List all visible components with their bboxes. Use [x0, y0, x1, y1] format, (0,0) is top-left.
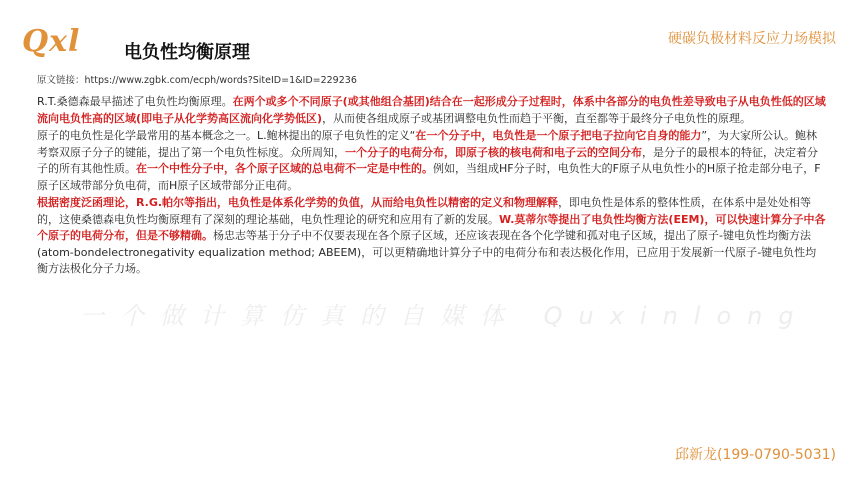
- source-url-link[interactable]: https://www.zgbk.com/ecph/words?SiteID=1&ID=229236: [84, 75, 357, 86]
- page-title: 电负性均衡原理: [124, 42, 250, 63]
- body-text: 例如，当组成HF分子时，电负性大的F原子从电负性小的H原子抢走部分电子，F原子区域带部分负电荷，而H原子区域带部分正电荷。: [37, 162, 821, 192]
- highlighted-text: 在一个分子中，电负性是一个原子把电子拉向它自身的能力: [415, 129, 702, 142]
- body-text: ，从而使各组成原子或基团调整电负性而趋于平衡，直至都等于最终分子电负性的原理。: [322, 111, 752, 125]
- source-label: 原文链接：: [37, 75, 85, 86]
- paragraph: [37, 195, 827, 278]
- paragraph: [37, 94, 827, 127]
- author-contact: 邱新龙(199-0790-5031): [674, 447, 836, 463]
- paragraph: [37, 128, 827, 194]
- body-text: 原子的电负性是化学最常用的基本概念之一。L.鲍林提出的原子电负性的定义“: [37, 129, 416, 142]
- logo-qxl: Qxl: [22, 24, 81, 59]
- watermark-text: 一个做计算仿真的自媒体 Quxinlong: [80, 302, 810, 330]
- highlighted-text: 一个分子的电荷分布，即原子核的核电荷和电子云的空间分布: [345, 145, 642, 159]
- highlighted-text: 根据密度泛函理论，R.G.帕尔等指出，电负性是体系化学势的负值，从而给电负性以精密的定义和物理解释: [37, 196, 559, 209]
- source-line: [37, 72, 357, 86]
- highlighted-text: 在一个中性分子中，各个原子区域的总电荷不一定是中性的。: [136, 162, 433, 175]
- body-text: ”，为大家所公认。鲍林考察双原子分子的键能，提出了第一个电负性标度。众所周知，: [37, 129, 818, 159]
- topic-label: 硬碳负极材料反应力场模拟: [668, 31, 836, 47]
- highlighted-text: W.莫蒂尔等提出了电负性均衡方法(EEM)，可以快速计算分子中各个原子的电荷分布，但是不够精确。: [37, 212, 826, 242]
- article-body: [37, 94, 827, 279]
- highlighted-text: 在两个或多个不同原子(或其他组合基团)结合在一起形成分子过程时，体系中各部分的电负性差导致电子从电负性低的区域流向电负性高的区域(即电子从化学势高区流向化学势低区): [37, 95, 826, 125]
- body-text: R.T.桑德森最早描述了电负性均衡原理。: [37, 95, 233, 108]
- body-text: ，即电负性是体系的整体性质，在体系中是处处相等的，这使桑德森电负性均衡原理有了深刻的理论基础，电负性理论的研究和应用有了新的发展。: [37, 196, 812, 226]
- body-text: ，是分子的最根本的特征，决定着分子的所有其他性质。: [37, 145, 818, 175]
- body-text: 杨忠志等基于分子中不仅要表现在各个原子区域，还应该表现在各个化学键和孤对电子区域，提出了原子-键电负性均衡方法(atom-bondelectronegativity equalization method; ABEEM)，可以更精确地计算分子中的电荷分布和表达极化作用，已应用于发展新一代原子-键电负性均衡方法极化分子力场。: [37, 229, 817, 275]
